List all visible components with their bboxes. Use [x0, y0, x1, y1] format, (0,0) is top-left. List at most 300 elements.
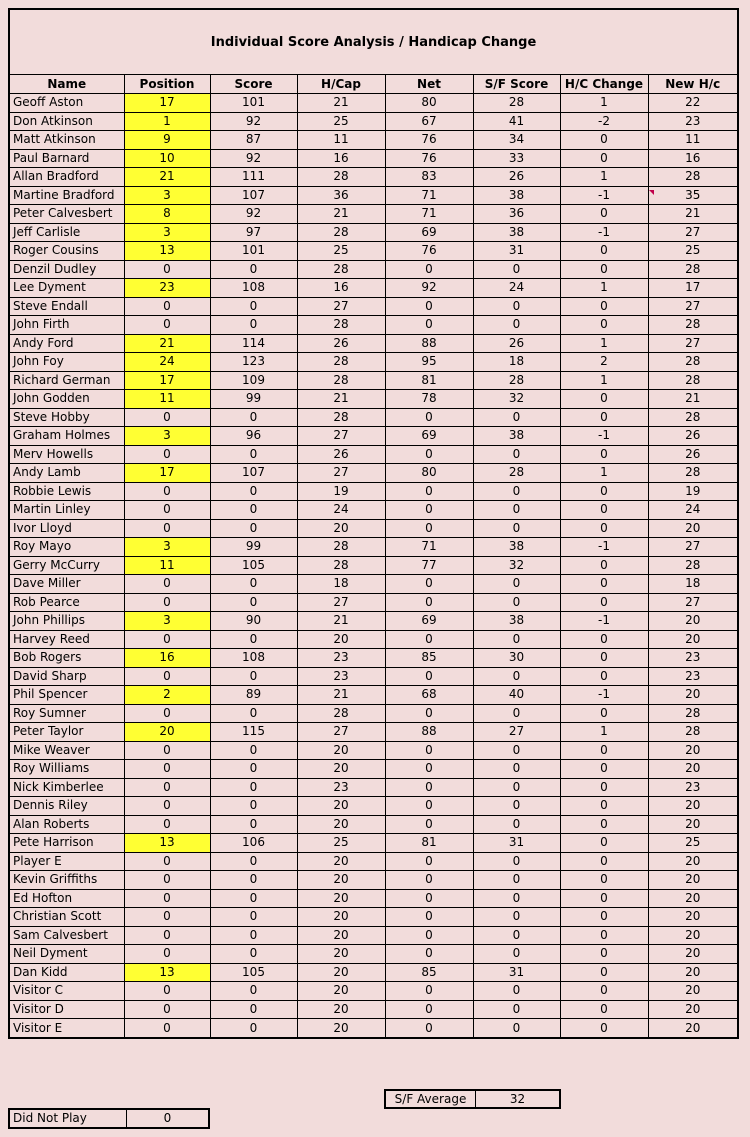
- cell-hc-change[interactable]: -1: [560, 186, 648, 205]
- cell-sf-score[interactable]: 0: [473, 871, 560, 890]
- cell-net[interactable]: 83: [385, 168, 473, 187]
- cell-hc-change[interactable]: 1: [560, 371, 648, 390]
- cell-sf-score[interactable]: 0: [473, 260, 560, 279]
- cell-sf-score[interactable]: 32: [473, 390, 560, 409]
- cell-sf-score[interactable]: 38: [473, 612, 560, 631]
- cell-position[interactable]: 8: [124, 205, 210, 224]
- cell-name[interactable]: Gerry McCurry: [10, 556, 124, 575]
- cell-score[interactable]: 99: [210, 390, 297, 409]
- cell-name[interactable]: Player E: [10, 852, 124, 871]
- cell-name[interactable]: Paul Barnard: [10, 149, 124, 168]
- cell-net[interactable]: 95: [385, 353, 473, 372]
- cell-position[interactable]: 0: [124, 297, 210, 316]
- cell-position[interactable]: 0: [124, 889, 210, 908]
- comment-marker-icon[interactable]: [649, 190, 654, 195]
- cell-hcap[interactable]: 28: [297, 371, 385, 390]
- cell-score[interactable]: 0: [210, 741, 297, 760]
- cell-hcap[interactable]: 11: [297, 131, 385, 150]
- cell-score[interactable]: 0: [210, 501, 297, 520]
- cell-sf-score[interactable]: 0: [473, 889, 560, 908]
- cell-hcap[interactable]: 23: [297, 667, 385, 686]
- cell-position[interactable]: 0: [124, 575, 210, 594]
- cell-hcap[interactable]: 19: [297, 482, 385, 501]
- cell-hcap[interactable]: 27: [297, 297, 385, 316]
- cell-new-hc[interactable]: 20: [648, 871, 737, 890]
- cell-sf-score[interactable]: 33: [473, 149, 560, 168]
- cell-hcap[interactable]: 20: [297, 889, 385, 908]
- cell-name[interactable]: Andy Lamb: [10, 464, 124, 483]
- cell-sf-score[interactable]: 31: [473, 242, 560, 261]
- cell-position[interactable]: 3: [124, 538, 210, 557]
- cell-new-hc[interactable]: 28: [648, 353, 737, 372]
- cell-hc-change[interactable]: 0: [560, 908, 648, 927]
- cell-hc-change[interactable]: 0: [560, 593, 648, 612]
- cell-new-hc[interactable]: 20: [648, 908, 737, 927]
- cell-sf-score[interactable]: 36: [473, 205, 560, 224]
- cell-net[interactable]: 0: [385, 297, 473, 316]
- cell-net[interactable]: 0: [385, 852, 473, 871]
- cell-score[interactable]: 105: [210, 556, 297, 575]
- cell-new-hc[interactable]: 25: [648, 242, 737, 261]
- cell-new-hc[interactable]: 20: [648, 852, 737, 871]
- cell-score[interactable]: 0: [210, 797, 297, 816]
- cell-position[interactable]: 0: [124, 519, 210, 538]
- cell-score[interactable]: 109: [210, 371, 297, 390]
- cell-new-hc[interactable]: 11: [648, 131, 737, 150]
- cell-hc-change[interactable]: 0: [560, 1019, 648, 1038]
- cell-new-hc[interactable]: 25: [648, 834, 737, 853]
- cell-net[interactable]: 0: [385, 501, 473, 520]
- cell-new-hc[interactable]: 20: [648, 945, 737, 964]
- cell-score[interactable]: 0: [210, 1019, 297, 1038]
- cell-name[interactable]: Jeff Carlisle: [10, 223, 124, 242]
- cell-score[interactable]: 106: [210, 834, 297, 853]
- cell-position[interactable]: 17: [124, 464, 210, 483]
- cell-name[interactable]: Mike Weaver: [10, 741, 124, 760]
- cell-name[interactable]: Denzil Dudley: [10, 260, 124, 279]
- cell-sf-score[interactable]: 0: [473, 1019, 560, 1038]
- cell-hc-change[interactable]: 0: [560, 945, 648, 964]
- cell-hc-change[interactable]: 1: [560, 279, 648, 298]
- cell-score[interactable]: 96: [210, 427, 297, 446]
- cell-score[interactable]: 0: [210, 815, 297, 834]
- cell-score[interactable]: 101: [210, 242, 297, 261]
- cell-score[interactable]: 0: [210, 630, 297, 649]
- cell-hcap[interactable]: 21: [297, 390, 385, 409]
- cell-new-hc[interactable]: 28: [648, 556, 737, 575]
- cell-sf-score[interactable]: 0: [473, 815, 560, 834]
- cell-net[interactable]: 0: [385, 926, 473, 945]
- cell-hc-change[interactable]: 0: [560, 963, 648, 982]
- cell-name[interactable]: Ivor Lloyd: [10, 519, 124, 538]
- cell-score[interactable]: 0: [210, 519, 297, 538]
- cell-hcap[interactable]: 26: [297, 445, 385, 464]
- cell-name[interactable]: Peter Taylor: [10, 723, 124, 742]
- cell-score[interactable]: 105: [210, 963, 297, 982]
- cell-sf-score[interactable]: 41: [473, 112, 560, 131]
- cell-net[interactable]: 0: [385, 889, 473, 908]
- cell-score[interactable]: 92: [210, 112, 297, 131]
- cell-score[interactable]: 0: [210, 316, 297, 335]
- cell-score[interactable]: 0: [210, 889, 297, 908]
- cell-score[interactable]: 101: [210, 94, 297, 113]
- cell-position[interactable]: 0: [124, 316, 210, 335]
- cell-new-hc[interactable]: 23: [648, 778, 737, 797]
- cell-net[interactable]: 0: [385, 797, 473, 816]
- cell-new-hc[interactable]: 20: [648, 519, 737, 538]
- cell-sf-score[interactable]: 34: [473, 131, 560, 150]
- cell-name[interactable]: Roger Cousins: [10, 242, 124, 261]
- cell-name[interactable]: Christian Scott: [10, 908, 124, 927]
- cell-name[interactable]: Martin Linley: [10, 501, 124, 520]
- cell-new-hc[interactable]: 26: [648, 445, 737, 464]
- cell-hc-change[interactable]: 0: [560, 316, 648, 335]
- cell-position[interactable]: 0: [124, 741, 210, 760]
- cell-new-hc[interactable]: 21: [648, 205, 737, 224]
- cell-hcap[interactable]: 20: [297, 519, 385, 538]
- cell-score[interactable]: 0: [210, 778, 297, 797]
- cell-score[interactable]: 108: [210, 279, 297, 298]
- cell-hcap[interactable]: 20: [297, 760, 385, 779]
- cell-name[interactable]: Roy Sumner: [10, 704, 124, 723]
- cell-position[interactable]: 0: [124, 778, 210, 797]
- cell-score[interactable]: 123: [210, 353, 297, 372]
- cell-hc-change[interactable]: 0: [560, 982, 648, 1001]
- cell-name[interactable]: Steve Hobby: [10, 408, 124, 427]
- cell-score[interactable]: 0: [210, 575, 297, 594]
- cell-score[interactable]: 0: [210, 482, 297, 501]
- cell-score[interactable]: 0: [210, 260, 297, 279]
- cell-net[interactable]: 67: [385, 112, 473, 131]
- cell-hc-change[interactable]: -1: [560, 538, 648, 557]
- cell-sf-score[interactable]: 26: [473, 168, 560, 187]
- cell-new-hc[interactable]: 16: [648, 149, 737, 168]
- cell-new-hc[interactable]: 20: [648, 889, 737, 908]
- cell-position[interactable]: 0: [124, 260, 210, 279]
- cell-name[interactable]: Neil Dyment: [10, 945, 124, 964]
- cell-hcap[interactable]: 20: [297, 1019, 385, 1038]
- cell-score[interactable]: 0: [210, 982, 297, 1001]
- cell-net[interactable]: 92: [385, 279, 473, 298]
- cell-hcap[interactable]: 27: [297, 464, 385, 483]
- cell-position[interactable]: 23: [124, 279, 210, 298]
- cell-hcap[interactable]: 21: [297, 612, 385, 631]
- cell-name[interactable]: Phil Spencer: [10, 686, 124, 705]
- cell-position[interactable]: 0: [124, 797, 210, 816]
- cell-new-hc[interactable]: 20: [648, 926, 737, 945]
- cell-net[interactable]: 0: [385, 760, 473, 779]
- cell-net[interactable]: 69: [385, 427, 473, 446]
- cell-new-hc[interactable]: 23: [648, 649, 737, 668]
- cell-net[interactable]: 0: [385, 945, 473, 964]
- cell-sf-score[interactable]: 0: [473, 297, 560, 316]
- cell-net[interactable]: 0: [385, 667, 473, 686]
- cell-hcap[interactable]: 21: [297, 94, 385, 113]
- cell-hc-change[interactable]: 0: [560, 704, 648, 723]
- cell-score[interactable]: 107: [210, 186, 297, 205]
- cell-hc-change[interactable]: 0: [560, 667, 648, 686]
- cell-name[interactable]: Roy Williams: [10, 760, 124, 779]
- cell-position[interactable]: 3: [124, 186, 210, 205]
- cell-name[interactable]: Lee Dyment: [10, 279, 124, 298]
- cell-score[interactable]: 0: [210, 926, 297, 945]
- cell-hc-change[interactable]: 0: [560, 501, 648, 520]
- cell-hc-change[interactable]: 1: [560, 168, 648, 187]
- cell-hcap[interactable]: 28: [297, 353, 385, 372]
- cell-position[interactable]: 13: [124, 834, 210, 853]
- cell-hc-change[interactable]: 0: [560, 1000, 648, 1019]
- cell-sf-score[interactable]: 0: [473, 926, 560, 945]
- cell-hc-change[interactable]: 0: [560, 575, 648, 594]
- cell-score[interactable]: 0: [210, 408, 297, 427]
- cell-hc-change[interactable]: -2: [560, 112, 648, 131]
- cell-hcap[interactable]: 20: [297, 815, 385, 834]
- cell-name[interactable]: John Foy: [10, 353, 124, 372]
- cell-position[interactable]: 0: [124, 408, 210, 427]
- cell-name[interactable]: Dan Kidd: [10, 963, 124, 982]
- cell-sf-score[interactable]: 38: [473, 427, 560, 446]
- cell-net[interactable]: 0: [385, 1000, 473, 1019]
- cell-position[interactable]: 11: [124, 390, 210, 409]
- cell-score[interactable]: 0: [210, 704, 297, 723]
- cell-hcap[interactable]: 28: [297, 168, 385, 187]
- cell-sf-score[interactable]: 0: [473, 778, 560, 797]
- cell-hc-change[interactable]: 0: [560, 482, 648, 501]
- cell-score[interactable]: 92: [210, 205, 297, 224]
- cell-hcap[interactable]: 25: [297, 834, 385, 853]
- cell-new-hc[interactable]: 20: [648, 612, 737, 631]
- cell-name[interactable]: Visitor E: [10, 1019, 124, 1038]
- cell-position[interactable]: 0: [124, 926, 210, 945]
- cell-sf-score[interactable]: 24: [473, 279, 560, 298]
- cell-hcap[interactable]: 25: [297, 242, 385, 261]
- cell-net[interactable]: 0: [385, 519, 473, 538]
- cell-name[interactable]: Robbie Lewis: [10, 482, 124, 501]
- cell-hcap[interactable]: 16: [297, 279, 385, 298]
- cell-hc-change[interactable]: 0: [560, 408, 648, 427]
- cell-sf-score[interactable]: 0: [473, 593, 560, 612]
- cell-new-hc[interactable]: 27: [648, 593, 737, 612]
- cell-net[interactable]: 69: [385, 223, 473, 242]
- cell-hc-change[interactable]: 0: [560, 445, 648, 464]
- cell-sf-score[interactable]: 0: [473, 316, 560, 335]
- cell-sf-score[interactable]: 0: [473, 501, 560, 520]
- cell-hc-change[interactable]: 0: [560, 778, 648, 797]
- cell-hc-change[interactable]: -1: [560, 686, 648, 705]
- cell-new-hc[interactable]: 20: [648, 686, 737, 705]
- cell-position[interactable]: 16: [124, 649, 210, 668]
- cell-hcap[interactable]: 20: [297, 741, 385, 760]
- cell-sf-score[interactable]: 0: [473, 575, 560, 594]
- cell-net[interactable]: 0: [385, 575, 473, 594]
- cell-position[interactable]: 0: [124, 482, 210, 501]
- cell-sf-score[interactable]: 0: [473, 852, 560, 871]
- cell-hcap[interactable]: 20: [297, 1000, 385, 1019]
- cell-position[interactable]: 0: [124, 760, 210, 779]
- cell-new-hc[interactable]: 20: [648, 1000, 737, 1019]
- cell-position[interactable]: 0: [124, 704, 210, 723]
- cell-sf-score[interactable]: 0: [473, 630, 560, 649]
- cell-sf-score[interactable]: 38: [473, 186, 560, 205]
- cell-net[interactable]: 0: [385, 871, 473, 890]
- cell-hc-change[interactable]: 0: [560, 390, 648, 409]
- cell-position[interactable]: 0: [124, 593, 210, 612]
- cell-score[interactable]: 90: [210, 612, 297, 631]
- cell-position[interactable]: 0: [124, 667, 210, 686]
- cell-new-hc[interactable]: 27: [648, 538, 737, 557]
- cell-hc-change[interactable]: 0: [560, 871, 648, 890]
- cell-hcap[interactable]: 27: [297, 723, 385, 742]
- cell-net[interactable]: 81: [385, 371, 473, 390]
- cell-sf-score[interactable]: 26: [473, 334, 560, 353]
- cell-hc-change[interactable]: 0: [560, 852, 648, 871]
- cell-name[interactable]: Harvey Reed: [10, 630, 124, 649]
- cell-name[interactable]: Allan Bradford: [10, 168, 124, 187]
- cell-sf-score[interactable]: 0: [473, 1000, 560, 1019]
- cell-hc-change[interactable]: 0: [560, 815, 648, 834]
- cell-hc-change[interactable]: 0: [560, 260, 648, 279]
- cell-net[interactable]: 0: [385, 1019, 473, 1038]
- cell-sf-score[interactable]: 0: [473, 445, 560, 464]
- cell-new-hc[interactable]: 28: [648, 408, 737, 427]
- cell-net[interactable]: 78: [385, 390, 473, 409]
- cell-new-hc[interactable]: 20: [648, 630, 737, 649]
- cell-new-hc[interactable]: 28: [648, 168, 737, 187]
- cell-net[interactable]: 71: [385, 205, 473, 224]
- cell-position[interactable]: 0: [124, 445, 210, 464]
- cell-new-hc[interactable]: 27: [648, 297, 737, 316]
- cell-net[interactable]: 76: [385, 149, 473, 168]
- cell-name[interactable]: Alan Roberts: [10, 815, 124, 834]
- cell-position[interactable]: 0: [124, 501, 210, 520]
- cell-hcap[interactable]: 28: [297, 556, 385, 575]
- cell-new-hc[interactable]: 19: [648, 482, 737, 501]
- cell-score[interactable]: 0: [210, 871, 297, 890]
- cell-score[interactable]: 111: [210, 168, 297, 187]
- cell-position[interactable]: 24: [124, 353, 210, 372]
- cell-net[interactable]: 0: [385, 482, 473, 501]
- cell-hcap[interactable]: 20: [297, 797, 385, 816]
- cell-sf-score[interactable]: 28: [473, 94, 560, 113]
- cell-name[interactable]: Kevin Griffiths: [10, 871, 124, 890]
- cell-name[interactable]: Pete Harrison: [10, 834, 124, 853]
- cell-hcap[interactable]: 36: [297, 186, 385, 205]
- cell-net[interactable]: 88: [385, 723, 473, 742]
- cell-sf-score[interactable]: 38: [473, 538, 560, 557]
- cell-score[interactable]: 0: [210, 1000, 297, 1019]
- cell-hcap[interactable]: 21: [297, 686, 385, 705]
- cell-position[interactable]: 0: [124, 908, 210, 927]
- cell-new-hc[interactable]: 23: [648, 667, 737, 686]
- cell-position[interactable]: 17: [124, 371, 210, 390]
- cell-hcap[interactable]: 20: [297, 982, 385, 1001]
- cell-hcap[interactable]: 26: [297, 334, 385, 353]
- cell-net[interactable]: 0: [385, 316, 473, 335]
- cell-hc-change[interactable]: 1: [560, 464, 648, 483]
- cell-net[interactable]: 71: [385, 538, 473, 557]
- cell-score[interactable]: 0: [210, 445, 297, 464]
- cell-net[interactable]: 76: [385, 131, 473, 150]
- cell-score[interactable]: 114: [210, 334, 297, 353]
- cell-hc-change[interactable]: 0: [560, 149, 648, 168]
- cell-new-hc[interactable]: 28: [648, 260, 737, 279]
- cell-sf-score[interactable]: 0: [473, 704, 560, 723]
- cell-hcap[interactable]: 20: [297, 945, 385, 964]
- cell-hcap[interactable]: 27: [297, 593, 385, 612]
- cell-hcap[interactable]: 20: [297, 963, 385, 982]
- cell-net[interactable]: 81: [385, 834, 473, 853]
- cell-hc-change[interactable]: 0: [560, 297, 648, 316]
- cell-new-hc[interactable]: 28: [648, 316, 737, 335]
- cell-position[interactable]: 9: [124, 131, 210, 150]
- cell-score[interactable]: 0: [210, 760, 297, 779]
- cell-new-hc[interactable]: 17: [648, 279, 737, 298]
- cell-name[interactable]: Steve Endall: [10, 297, 124, 316]
- cell-name[interactable]: Geoff Aston: [10, 94, 124, 113]
- cell-new-hc[interactable]: 21: [648, 390, 737, 409]
- cell-position[interactable]: 21: [124, 168, 210, 187]
- cell-score[interactable]: 0: [210, 667, 297, 686]
- cell-name[interactable]: Don Atkinson: [10, 112, 124, 131]
- cell-net[interactable]: 0: [385, 593, 473, 612]
- cell-hc-change[interactable]: 0: [560, 556, 648, 575]
- cell-sf-score[interactable]: 30: [473, 649, 560, 668]
- cell-score[interactable]: 99: [210, 538, 297, 557]
- cell-net[interactable]: 0: [385, 408, 473, 427]
- cell-position[interactable]: 0: [124, 871, 210, 890]
- cell-hcap[interactable]: 20: [297, 871, 385, 890]
- cell-hcap[interactable]: 20: [297, 630, 385, 649]
- cell-position[interactable]: 0: [124, 982, 210, 1001]
- cell-new-hc[interactable]: 20: [648, 982, 737, 1001]
- cell-score[interactable]: 108: [210, 649, 297, 668]
- cell-new-hc[interactable]: 24: [648, 501, 737, 520]
- cell-hcap[interactable]: 28: [297, 223, 385, 242]
- cell-position[interactable]: 3: [124, 427, 210, 446]
- cell-sf-score[interactable]: 0: [473, 408, 560, 427]
- cell-net[interactable]: 0: [385, 778, 473, 797]
- cell-new-hc[interactable]: 28: [648, 464, 737, 483]
- cell-sf-score[interactable]: 0: [473, 741, 560, 760]
- cell-new-hc[interactable]: 20: [648, 1019, 737, 1038]
- cell-hc-change[interactable]: 1: [560, 723, 648, 742]
- cell-name[interactable]: Roy Mayo: [10, 538, 124, 557]
- cell-new-hc[interactable]: 20: [648, 797, 737, 816]
- cell-score[interactable]: 92: [210, 149, 297, 168]
- cell-hc-change[interactable]: 0: [560, 741, 648, 760]
- cell-sf-score[interactable]: 0: [473, 908, 560, 927]
- cell-hcap[interactable]: 25: [297, 112, 385, 131]
- cell-sf-score[interactable]: 40: [473, 686, 560, 705]
- cell-hc-change[interactable]: 0: [560, 926, 648, 945]
- cell-net[interactable]: 0: [385, 704, 473, 723]
- cell-sf-score[interactable]: 32: [473, 556, 560, 575]
- cell-new-hc[interactable]: 20: [648, 963, 737, 982]
- cell-name[interactable]: Merv Howells: [10, 445, 124, 464]
- cell-hc-change[interactable]: -1: [560, 427, 648, 446]
- cell-score[interactable]: 0: [210, 945, 297, 964]
- cell-hcap[interactable]: 28: [297, 316, 385, 335]
- cell-name[interactable]: Visitor C: [10, 982, 124, 1001]
- cell-net[interactable]: 69: [385, 612, 473, 631]
- cell-hc-change[interactable]: -1: [560, 612, 648, 631]
- cell-hcap[interactable]: 18: [297, 575, 385, 594]
- cell-score[interactable]: 0: [210, 852, 297, 871]
- cell-hc-change[interactable]: 1: [560, 94, 648, 113]
- cell-name[interactable]: Martine Bradford: [10, 186, 124, 205]
- cell-position[interactable]: 20: [124, 723, 210, 742]
- cell-hcap[interactable]: 28: [297, 538, 385, 557]
